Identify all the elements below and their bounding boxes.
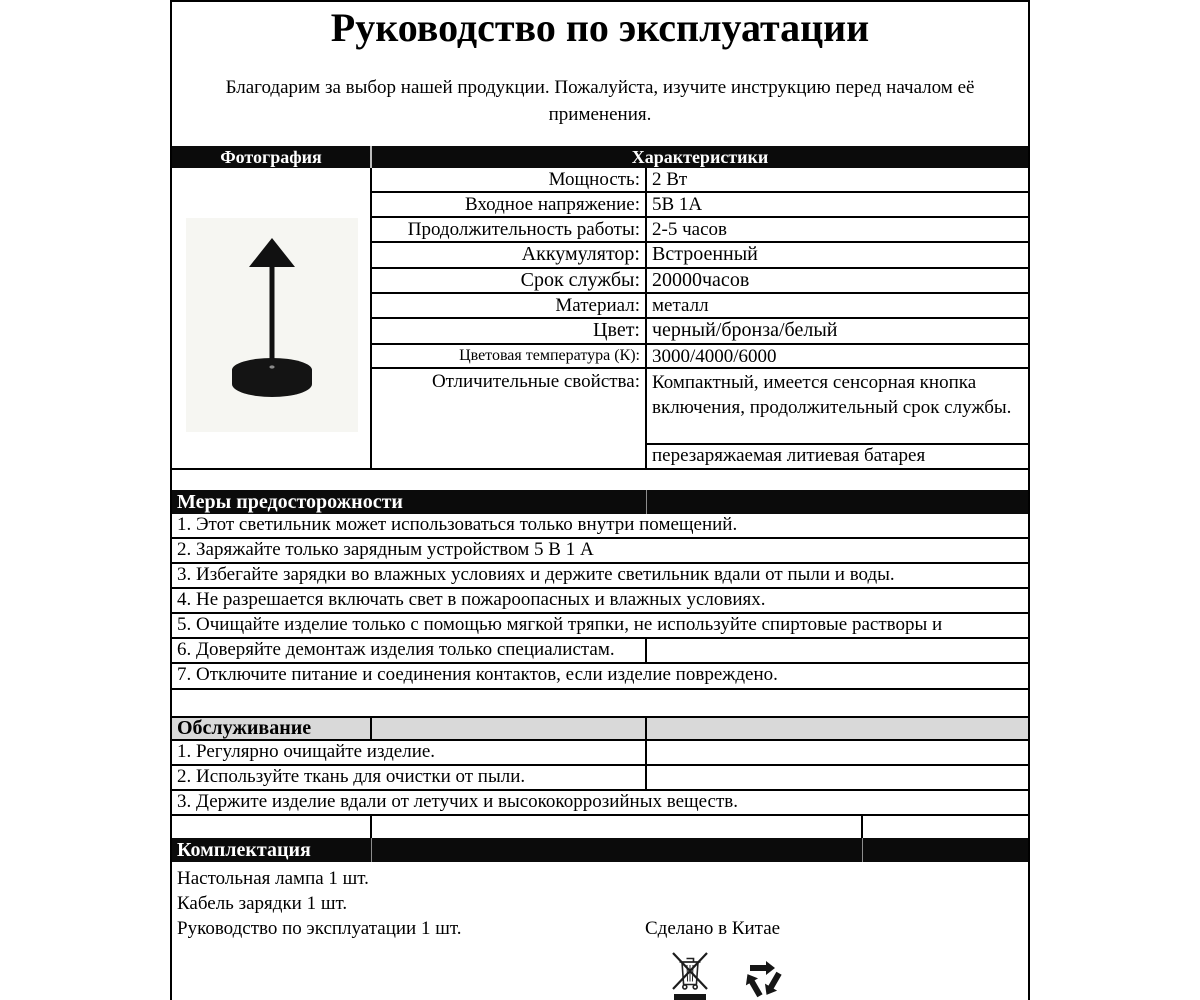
spec-table-header	[172, 146, 1028, 168]
spec-label: Мощность:	[372, 168, 647, 191]
package-header-band	[172, 838, 1028, 862]
maintenance-section	[172, 716, 1028, 838]
table-lamp-photo	[186, 218, 358, 432]
spec-row	[372, 294, 1028, 319]
spec-row	[372, 218, 1028, 243]
spec-row-features	[372, 369, 1028, 468]
maintenance-item-empty-cell	[647, 741, 1028, 764]
made-in-label: Сделано в Китае	[645, 918, 781, 939]
spec-label: Отличительные свойства:	[372, 369, 647, 468]
spec-rows	[372, 168, 1028, 468]
column-header-specs: Характеристики	[631, 147, 769, 167]
spec-label: Продолжительность работы:	[372, 218, 647, 241]
maintenance-header-empty-cell	[647, 718, 1028, 739]
spec-label: Срок службы:	[372, 269, 647, 292]
safety-item: 7. Отключите питание и соединения контактов, если изделие повреждено.	[172, 664, 1028, 690]
package-header-empty-cell	[863, 838, 1028, 862]
column-header-photo: Фотография	[172, 146, 372, 168]
spec-row	[372, 193, 1028, 218]
package-item: Настольная лампа 1 шт.	[177, 868, 369, 889]
safety-item	[172, 639, 1028, 664]
empty-table-row	[172, 816, 1028, 838]
safety-item-text: 6. Доверяйте демонтаж изделия только специалистам.	[172, 639, 647, 662]
safety-item: 3. Избегайте зарядки во влажных условиях и держите светильник вдали от пыли и воды.	[172, 564, 1028, 589]
maintenance-item: 3. Держите изделие вдали от летучих и высококоррозийных веществ.	[172, 791, 1028, 816]
safety-header: Меры предосторожности	[172, 490, 647, 514]
spec-value: 2-5 часов	[652, 219, 727, 240]
package-header: Комплектация	[172, 838, 372, 862]
lamp-illustration	[186, 218, 358, 432]
safety-section	[172, 490, 1028, 690]
spec-label: Материал:	[372, 294, 647, 317]
compliance-icons	[172, 948, 1028, 1000]
maintenance-header: Обслуживание	[172, 718, 372, 739]
spec-value: черный/бронза/белый	[652, 319, 838, 341]
photo-cell	[172, 168, 372, 468]
spec-value: Встроенный	[652, 243, 758, 265]
package-section	[172, 838, 1028, 1000]
safety-item: 4. Не разрешается включать свет в пожароопасных и влажных условиях.	[172, 589, 1028, 614]
spec-value: 3000/4000/6000	[652, 346, 777, 367]
safety-header-band	[172, 490, 1028, 514]
spec-row	[372, 319, 1028, 345]
spec-row	[372, 243, 1028, 269]
maintenance-item-text: 2. Используйте ткань для очистки от пыли.	[172, 766, 647, 789]
spacer	[172, 690, 1028, 716]
weee-crossed-out-bin-icon	[670, 948, 710, 1000]
spec-value: 20000часов	[652, 269, 750, 291]
package-item: Кабель зарядки 1 шт.	[177, 893, 348, 914]
package-header-empty-cell	[372, 838, 863, 862]
spec-row	[372, 168, 1028, 193]
spec-row	[372, 269, 1028, 294]
manual-page	[170, 0, 1030, 1000]
intro-text: Благодарим за выбор нашей продукции. Пожалуйста, изучите инструкцию перед началом её применения.	[225, 77, 975, 125]
spec-label: Цветовая температура (К):	[372, 345, 647, 367]
spec-row	[372, 345, 1028, 369]
safety-item-empty-cell	[647, 639, 1028, 662]
maintenance-item-text: 1. Регулярно очищайте изделие.	[172, 741, 647, 764]
spec-value: 5В 1А	[652, 194, 703, 215]
page-title: Руководство по эксплуатации	[330, 5, 870, 50]
maintenance-header-band	[172, 716, 1028, 741]
package-item-row	[172, 916, 1028, 941]
spec-label: Входное напряжение:	[372, 193, 647, 216]
spec-value: металл	[652, 295, 709, 316]
spec-label: Аккумулятор:	[372, 243, 647, 267]
recycle-icon	[738, 952, 788, 1000]
safety-item: 5. Очищайте изделие только с помощью мягкой тряпки, не используйте спиртовые растворы и	[172, 614, 1028, 639]
package-item: Руководство по эксплуатации 1 шт.	[177, 918, 462, 939]
package-content	[172, 862, 1028, 1000]
spec-feature-extra: перезаряжаемая литиевая батарея	[652, 445, 926, 466]
spec-feature-text: Компактный, имеется сенсорная кнопка включения, продолжительный срок службы.	[647, 369, 1028, 445]
spec-table	[172, 146, 1028, 470]
maintenance-item	[172, 766, 1028, 791]
safety-header-empty-cell	[647, 490, 1028, 514]
safety-item: 2. Заряжайте только зарядным устройством 5 В 1 А	[172, 539, 1028, 564]
spec-value: 2 Вт	[652, 169, 688, 190]
spec-table-body	[172, 168, 1028, 468]
maintenance-header-empty-cell	[372, 718, 647, 739]
maintenance-item-empty-cell	[647, 766, 1028, 789]
spec-label: Цвет:	[372, 319, 647, 343]
spacer	[172, 470, 1028, 490]
safety-item: 1. Этот светильник может использоваться только внутри помещений.	[172, 514, 1028, 539]
maintenance-item	[172, 741, 1028, 766]
spec-feature-values	[647, 369, 1028, 468]
